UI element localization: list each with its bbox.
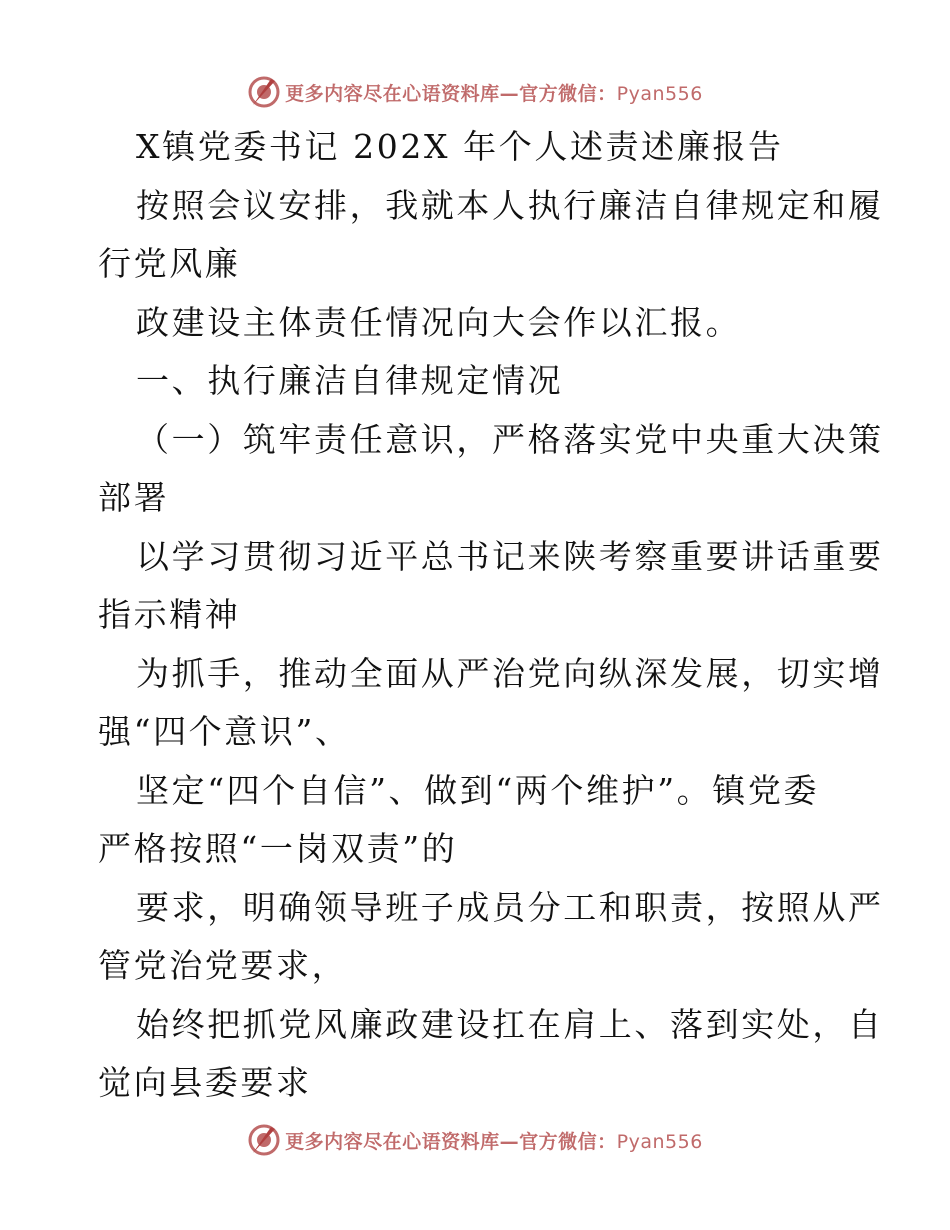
footer-banner xyxy=(0,1120,950,1160)
paragraph-line: 始终把抓党风廉政建设扛在肩上、落到实处，自 xyxy=(136,1004,884,1044)
paragraph-line: 严格按照“一岗双责”的 xyxy=(98,829,458,868)
quill-logo-icon xyxy=(247,1123,281,1157)
paragraph-line: 坚定“四个自信”、做到“两个维护”。镇党委 xyxy=(136,770,820,810)
banner-text: 更多内容尽在心语资料库—官方微信：Pyan556 xyxy=(285,1130,703,1153)
paragraph-line: 指示精神 xyxy=(98,595,241,634)
header-banner xyxy=(0,72,950,112)
document-body xyxy=(98,118,884,1113)
paragraph-line: 为抓手，推动全面从严治党向纵深发展，切实增 xyxy=(136,653,884,693)
paragraph-line: 政建设主体责任情况向大会作以汇报。 xyxy=(136,302,742,342)
quill-logo-icon xyxy=(247,75,281,109)
paragraph-line: 管党治党要求， xyxy=(98,946,348,985)
document-title: X镇党委书记 202X 年个人述责述廉报告 xyxy=(136,127,784,166)
paragraph-line: 以学习贯彻习近平总书记来陕考察重要讲话重要 xyxy=(136,536,884,576)
paragraph-line: 行党风廉 xyxy=(98,244,241,283)
banner-text: 更多内容尽在心语资料库—官方微信：Pyan556 xyxy=(285,82,703,105)
paragraph-line: 强“四个意识”、 xyxy=(98,712,351,751)
paragraph-line: 觉向县委要求 xyxy=(98,1063,312,1102)
section-heading: 一、执行廉洁自律规定情况 xyxy=(136,361,564,400)
paragraph-line: 部署 xyxy=(98,478,170,517)
paragraph-line: 按照会议安排，我就本人执行廉洁自律规定和履 xyxy=(136,185,884,225)
paragraph-line: 要求，明确领导班子成员分工和职责，按照从严 xyxy=(136,887,884,927)
subsection-heading: （一）筑牢责任意识，严格落实党中央重大决策 xyxy=(136,419,884,459)
